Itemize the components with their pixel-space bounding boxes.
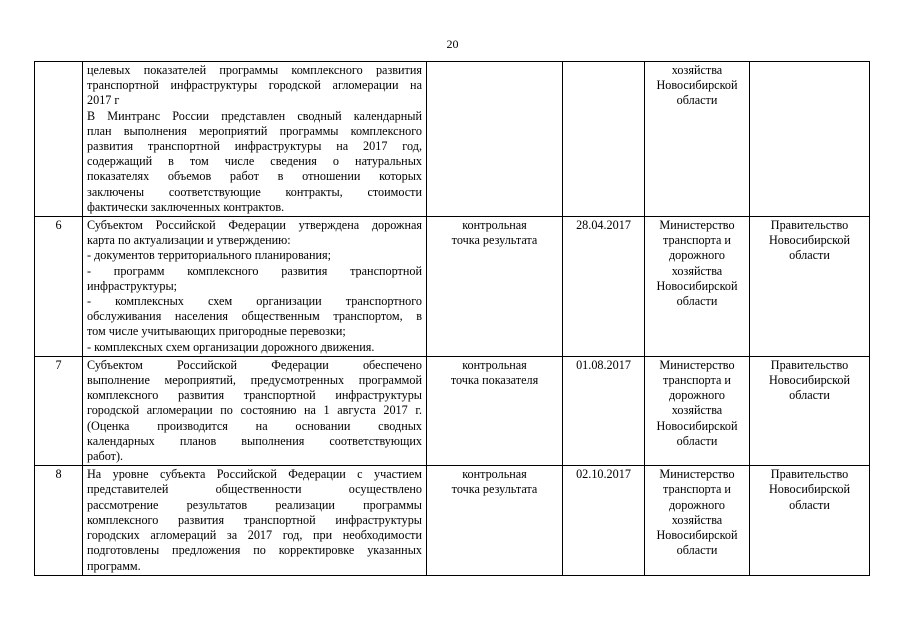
page-number: 20: [446, 37, 459, 51]
cell-line: Правительство: [770, 357, 849, 372]
cell-line: комплексного развития транспортной инфраструктуры: [87, 512, 422, 527]
deadline-date: [563, 217, 645, 357]
activity-description: [83, 356, 427, 465]
row-number-text: 6: [55, 218, 62, 233]
cell-line: области: [676, 543, 718, 558]
responsible-executor: [645, 466, 750, 575]
activity-description: [83, 62, 427, 217]
cell-line: Министерство: [659, 218, 735, 233]
cell-line: Новосибирской: [656, 418, 738, 433]
cell-line: области: [789, 248, 830, 263]
cell-line: Новосибирской: [768, 233, 851, 248]
table-row: [35, 62, 870, 217]
deadline-date: [563, 356, 645, 465]
row-number: [35, 217, 83, 357]
cell-line: транспорта и: [663, 233, 731, 248]
table-row: [35, 466, 870, 575]
cell-line: Новосибирской: [656, 78, 738, 93]
cell-line: контрольная: [462, 357, 527, 372]
cell-line: точка показателя: [450, 373, 539, 388]
cell-line: хозяйства: [671, 403, 723, 418]
cell-line: транспорта и: [663, 373, 731, 388]
cell-line: Субъектом Российской Федерации утверждена дорожная: [87, 218, 422, 233]
cell-line: заключены соответствующие контракты, стоимости: [87, 184, 422, 199]
co-executor: [750, 356, 870, 465]
responsible-executor: [645, 217, 750, 357]
cell-line: показателях объемов работ в отношении которых: [87, 169, 422, 184]
cell-line: городских агломераций за 2017 год, при необходимости: [87, 528, 422, 543]
cell-line: транспортной инфраструктуры городской агломерации на: [87, 78, 422, 93]
table-row: [35, 356, 870, 465]
control-point-type: [427, 466, 563, 575]
row-number: [35, 62, 83, 217]
cell-line: - комплексных схем организации транспортного: [87, 294, 422, 309]
table-row: [35, 217, 870, 357]
responsible-executor: [645, 356, 750, 465]
cell-line: план выполнения мероприятий программы комплексного: [87, 123, 422, 138]
cell-line: 2017 г: [87, 93, 120, 108]
cell-line: городской агломерации по состоянию на 1 августа 2017 г.: [87, 403, 422, 418]
control-point-type: [427, 62, 563, 217]
cell-line: Субъектом Российской Федерации обеспечено: [87, 357, 422, 372]
cell-line: дорожного: [668, 388, 725, 403]
cell-line: точка результата: [451, 233, 538, 248]
cell-line: календарных планов выполнения соответствующих: [87, 433, 422, 448]
cell-line: хозяйства: [671, 512, 723, 527]
cell-line: целевых показателей программы комплексного развития: [87, 63, 422, 77]
responsible-executor: [645, 62, 750, 217]
cell-line: рассмотрение результатов реализации программы: [87, 497, 422, 512]
deadline-date-text: 02.10.2017: [576, 467, 631, 482]
cell-line: работ).: [87, 449, 124, 464]
cell-line: Правительство: [770, 467, 849, 482]
activity-description: [83, 217, 427, 357]
cell-line: области: [676, 93, 718, 108]
deadline-date: [563, 62, 645, 217]
cell-line: области: [789, 497, 830, 512]
cell-line: дорожного: [668, 497, 725, 512]
cell-line: Новосибирской: [656, 528, 738, 543]
cell-line: дорожного: [668, 248, 725, 263]
deadline-date-text: 28.04.2017: [576, 218, 631, 233]
cell-line: содержащий в том числе сведения о натуральных: [87, 154, 422, 169]
co-executor: [750, 62, 870, 217]
cell-line: хозяйства: [671, 63, 723, 77]
cell-line: том числе учитывающих пригородные перевозки;: [87, 324, 346, 339]
cell-line: Министерство: [659, 357, 735, 372]
control-point-type: [427, 356, 563, 465]
cell-line: Новосибирской: [768, 482, 851, 497]
cell-line: инфраструктуры;: [87, 278, 178, 293]
cell-line: фактически заключенных контрактов.: [87, 199, 285, 214]
co-executor: [750, 466, 870, 575]
cell-line: обслуживания населения общественным транспортом, в: [87, 309, 422, 324]
co-executor: [750, 217, 870, 357]
control-point-type: [427, 217, 563, 357]
cell-line: подготовлены предложения по корректировке указанных: [87, 543, 422, 558]
row-number-text: 8: [55, 467, 62, 482]
row-number: [35, 466, 83, 575]
cell-line: выполнение мероприятий, предусмотренных программой: [87, 373, 422, 388]
cell-line: Правительство: [770, 218, 849, 233]
deadline-date: [563, 466, 645, 575]
cell-line: области: [676, 433, 718, 448]
table-body: [35, 62, 870, 576]
cell-line: карта по актуализации и утверждению:: [87, 233, 291, 248]
cell-line: хозяйства: [671, 263, 723, 278]
cell-line: контрольная: [462, 218, 527, 233]
activity-plan-table: [34, 61, 870, 576]
cell-line: контрольная: [462, 467, 527, 482]
cell-line: На уровне субъекта Российской Федерации с участием: [87, 467, 422, 482]
cell-line: транспорта и: [663, 482, 731, 497]
cell-line: Министерство: [659, 467, 735, 482]
cell-line: развития транспортной инфраструктуры на 2017 год,: [87, 139, 422, 154]
cell-line: области: [789, 388, 830, 403]
cell-line: - комплексных схем организации дорожного движения.: [87, 339, 375, 354]
cell-line: (Оценка производится на основании сводных: [87, 418, 422, 433]
cell-line: - программ комплексного развития транспортной: [87, 263, 422, 278]
cell-line: В Минтранс России представлен сводный календарный: [87, 108, 422, 123]
cell-line: Новосибирской: [656, 278, 738, 293]
activity-description: [83, 466, 427, 575]
cell-line: точка результата: [451, 482, 538, 497]
deadline-date-text: 01.08.2017: [576, 357, 631, 372]
row-number: [35, 356, 83, 465]
cell-line: программ.: [87, 558, 141, 573]
cell-line: Новосибирской: [768, 373, 851, 388]
row-number-text: 7: [55, 357, 62, 372]
cell-line: - документов территориального планирования;: [87, 248, 331, 263]
cell-line: области: [676, 294, 718, 309]
cell-line: представителей общественности осуществлено: [87, 482, 422, 497]
cell-line: комплексного развития транспортной инфраструктуры: [87, 388, 422, 403]
